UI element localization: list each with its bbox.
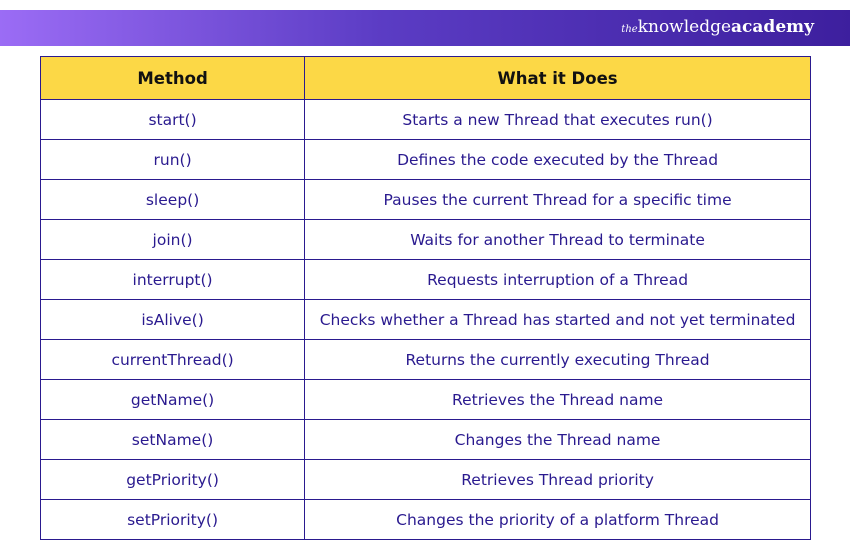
table-row <box>41 100 811 140</box>
method-cell: join() <box>41 220 305 260</box>
table-row <box>41 300 811 340</box>
header-method: Method <box>41 57 305 100</box>
thread-methods-table <box>40 56 811 540</box>
header-what-it-does: What it Does <box>305 57 811 100</box>
table-row <box>41 220 811 260</box>
table-row <box>41 260 811 300</box>
brand-logo-prefix: the <box>621 24 638 35</box>
brand-logo <box>621 17 814 40</box>
table-row <box>41 420 811 460</box>
table-row <box>41 340 811 380</box>
description-cell: Waits for another Thread to terminate <box>305 220 811 260</box>
method-cell: isAlive() <box>41 300 305 340</box>
description-cell: Changes the priority of a platform Thread <box>305 500 811 540</box>
method-cell: start() <box>41 100 305 140</box>
method-cell: currentThread() <box>41 340 305 380</box>
table-row <box>41 140 811 180</box>
description-cell: Checks whether a Thread has started and not yet terminated <box>305 300 811 340</box>
description-cell: Starts a new Thread that executes run() <box>305 100 811 140</box>
method-cell: setName() <box>41 420 305 460</box>
table-row <box>41 500 811 540</box>
table-header-row <box>41 57 811 100</box>
description-cell: Retrieves Thread priority <box>305 460 811 500</box>
table-row <box>41 180 811 220</box>
brand-logo-middle: knowledge <box>637 17 732 37</box>
description-cell: Defines the code executed by the Thread <box>305 140 811 180</box>
description-cell: Requests interruption of a Thread <box>305 260 811 300</box>
method-cell: sleep() <box>41 180 305 220</box>
method-cell: getPriority() <box>41 460 305 500</box>
method-cell: run() <box>41 140 305 180</box>
description-cell: Changes the Thread name <box>305 420 811 460</box>
brand-logo-suffix: academy <box>731 17 814 37</box>
table-row <box>41 380 811 420</box>
method-cell: setPriority() <box>41 500 305 540</box>
method-cell: interrupt() <box>41 260 305 300</box>
description-cell: Pauses the current Thread for a specific time <box>305 180 811 220</box>
description-cell: Retrieves the Thread name <box>305 380 811 420</box>
table-row <box>41 460 811 500</box>
method-cell: getName() <box>41 380 305 420</box>
description-cell: Returns the currently executing Thread <box>305 340 811 380</box>
